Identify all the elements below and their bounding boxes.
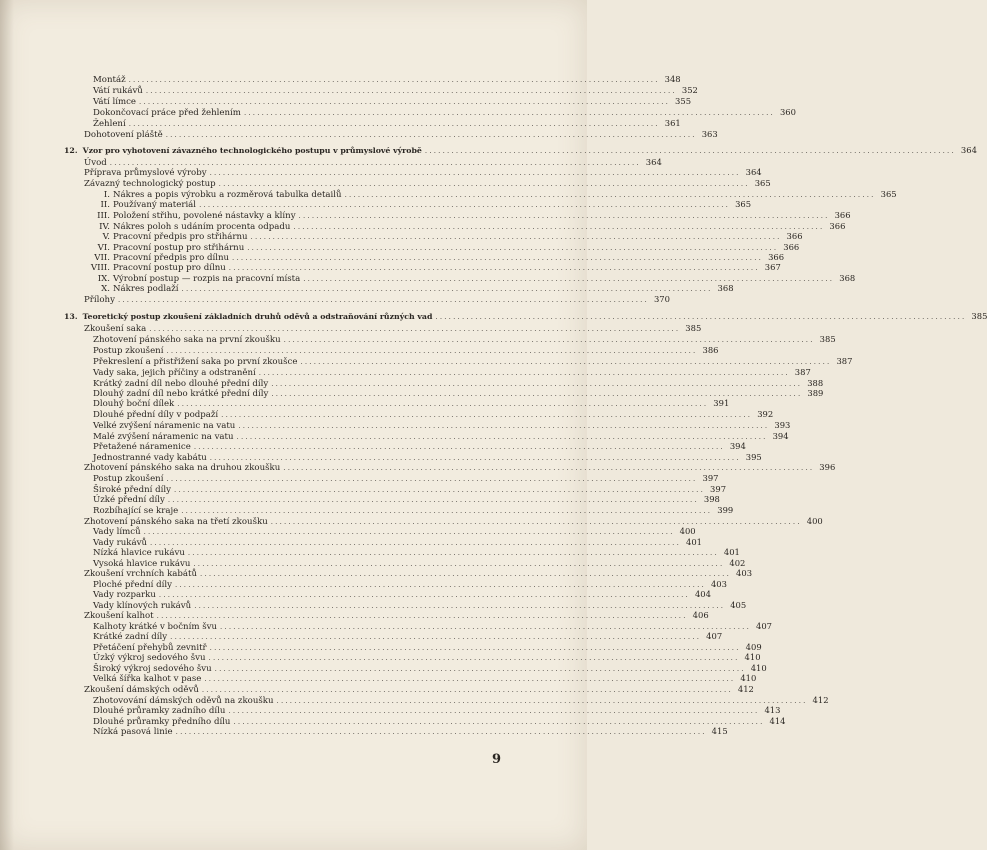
toc-page-number: 402 <box>729 558 746 568</box>
toc-page-number: 392 <box>757 409 774 419</box>
toc-page-number: 366 <box>834 210 851 220</box>
toc-entry-title: Zhotovení pánského saka na první zkoušku <box>93 335 281 345</box>
toc-entry-title: Úzký výkroj sedového švu <box>93 653 206 663</box>
toc-page-number: 414 <box>769 716 786 726</box>
toc-leader-dots: ........................................................................................................................ <box>209 644 741 652</box>
toc-chapter-number: 13. <box>64 312 78 321</box>
toc-leader-dots: ........................................................................................................................ <box>187 549 719 557</box>
toc-entry-label <box>93 727 173 738</box>
toc-leader-dots: ........................................................................................................................ <box>109 159 641 167</box>
toc-leader-dots: ........................................................................................................................ <box>166 347 698 355</box>
toc-entry-row <box>93 96 692 107</box>
toc-leader-dots: ........................................................................................................................ <box>209 454 741 462</box>
toc-page-number: 366 <box>786 231 803 241</box>
toc-page-number: 401 <box>723 547 740 557</box>
toc-page-number: 412 <box>812 695 829 705</box>
toc-page-number: 385 <box>685 323 702 333</box>
toc-entry-row <box>93 367 811 378</box>
toc-entry-row <box>84 568 753 579</box>
toc-entry-title: Překreslení a přistřižení saka po první zkoušce <box>93 357 298 367</box>
toc-leader-dots: ........................................................................................................................ <box>344 191 876 199</box>
toc-leader-dots: ........................................................................................................................ <box>221 411 753 419</box>
toc-entry-row <box>93 726 728 737</box>
toc-entry-title: Nákres poloh s udáním procenta odpadu <box>113 222 291 232</box>
toc-entry-title: Vady límců <box>93 527 141 537</box>
toc-page-number: 370 <box>653 294 670 304</box>
toc-leader-dots: ........................................................................................................................ <box>165 131 697 139</box>
toc-entry-title: Teoretický postup zkoušení základních druhů oděvů a odstraňování různých vad <box>82 312 433 321</box>
toc-entry-title: Pracovní předpis pro střihárnu <box>113 232 248 242</box>
toc-entry-row <box>93 420 791 431</box>
toc-entry-row <box>84 199 752 210</box>
toc-entry-title: Zkoušení kalhot <box>84 611 154 621</box>
toc-page-number: 396 <box>819 462 836 472</box>
toc-entry-title: Dlouhé průramky zadního dílu <box>93 706 226 716</box>
toc-leader-dots: ........................................................................................................................ <box>139 98 671 106</box>
toc-page-number: 403 <box>736 568 753 578</box>
toc-page-number: 410 <box>744 652 761 662</box>
toc-page-number: 410 <box>740 673 757 683</box>
toc-entry-title: Nízká hlavice rukávu <box>93 548 185 558</box>
toc-page-number: 395 <box>745 452 762 462</box>
toc-page-number: 367 <box>764 262 781 272</box>
toc-entry-title: Pracovní postup pro dílnu <box>113 263 226 273</box>
toc-entry-row <box>93 494 720 505</box>
toc-chapter-row <box>64 311 987 322</box>
toc-leader-dots: ........................................................................................................................ <box>283 336 815 344</box>
toc-page-number: 366 <box>768 252 785 262</box>
toc-leader-dots: ........................................................................................................................ <box>293 223 825 231</box>
toc-entry-title: Položení střihu, povolené nástavky a klíny <box>113 211 296 221</box>
toc-entry-title: Přetáčení přehybů zevnitř <box>93 643 207 653</box>
toc-page-number: 400 <box>806 516 823 526</box>
toc-leader-dots: ........................................................................................................................ <box>247 244 779 252</box>
toc-entry-title: Pracovní předpis pro dílnu <box>113 253 230 263</box>
toc-entry-title: Vady saka, jejich příčiny a odstranění <box>93 368 256 378</box>
toc-entry-row <box>93 652 761 663</box>
toc-entry-title: Kalhoty krátké v bočním švu <box>93 622 217 632</box>
toc-entry-row <box>93 409 774 420</box>
toc-leader-dots: ........................................................................................................................ <box>170 633 702 641</box>
toc-page-number: 394 <box>729 441 746 451</box>
toc-entry-title: Velké zvýšení náramenic na vatu <box>93 421 236 431</box>
toc-leader-dots: ........................................................................................................................ <box>193 560 725 568</box>
toc-page-number: 401 <box>686 537 703 547</box>
toc-entry-row <box>84 178 771 189</box>
toc-page-number: 397 <box>710 484 727 494</box>
toc-entry-title: Zkoušení saka <box>84 324 147 334</box>
toc-entry-row <box>93 74 681 85</box>
toc-leader-dots: ........................................................................................................................ <box>228 264 760 272</box>
toc-page-number: 364 <box>960 145 977 155</box>
toc-page-number: 387 <box>794 367 811 377</box>
toc-entry-row <box>93 631 723 642</box>
toc-leader-dots: ........................................................................................................................ <box>128 76 660 84</box>
toc-entry-title: Přílohy <box>84 295 115 305</box>
toc-page-number: 366 <box>783 242 800 252</box>
toc-page-number: 400 <box>679 526 696 536</box>
toc-leader-dots: ........................................................................................................................ <box>271 390 803 398</box>
toc-roman-numeral: II. <box>100 200 110 210</box>
toc-roman-numeral: VII. <box>94 253 110 263</box>
toc-entry-title: Zkoušení dámských oděvů <box>84 685 199 695</box>
toc-leader-dots: ........................................................................................................................ <box>243 109 775 117</box>
toc-roman-numeral: I. <box>103 190 110 200</box>
toc-entry-row <box>84 231 803 242</box>
toc-leader-dots: ........................................................................................................................ <box>194 602 726 610</box>
toc-page-number: 385 <box>819 334 836 344</box>
toc-page-number: 388 <box>807 378 824 388</box>
toc-page-number: 403 <box>710 579 727 589</box>
toc-page-number: 394 <box>772 431 789 441</box>
toc-entry-row <box>93 705 781 716</box>
toc-entry-title: Používaný materiál <box>113 200 197 210</box>
toc-entry-row <box>93 547 740 558</box>
toc-entry-row <box>84 129 718 140</box>
toc-leader-dots: ........................................................................................................................ <box>238 422 770 430</box>
toc-leader-dots: ........................................................................................................................ <box>250 233 782 241</box>
toc-entry-row <box>93 589 711 600</box>
toc-entry-title: Nákres a popis výrobku a rozměrová tabulka detailů <box>113 190 342 200</box>
toc-entry-title: Jednostranné vady kabátu <box>93 453 207 463</box>
toc-page-number: 399 <box>717 505 734 515</box>
toc-page-number: 404 <box>694 589 711 599</box>
toc-entry-title: Pracovní postup pro střihárnu <box>113 243 245 253</box>
toc-entry-title: Vady klínových rukávů <box>93 601 192 611</box>
toc-entry-title: Krátké zadní díly <box>93 632 168 642</box>
toc-entry-row <box>93 356 853 367</box>
toc-entry-title: Postup zkoušení <box>93 346 164 356</box>
toc-leader-dots: ........................................................................................................................ <box>204 675 736 683</box>
toc-entry-title: Vady rukávů <box>93 538 147 548</box>
toc-entry-row <box>84 262 781 273</box>
toc-page-number: 409 <box>745 642 762 652</box>
toc-entry-title: Vysoká hlavice rukávu <box>93 559 191 569</box>
toc-leader-dots: ........................................................................................................................ <box>218 180 750 188</box>
toc-leader-dots: ........................................................................................................................ <box>181 507 713 515</box>
toc-roman-numeral: X. <box>101 284 110 294</box>
toc-leader-dots: ........................................................................................................................ <box>193 443 725 451</box>
toc-entry-row <box>93 673 757 684</box>
toc-roman-numeral: IV. <box>99 222 110 232</box>
toc-entry-row <box>93 473 719 484</box>
toc-leader-dots: ........................................................................................................................ <box>208 654 740 662</box>
toc-page-number: 386 <box>702 345 719 355</box>
toc-entry-title: Dlouhý zadní díl nebo krátké přední díly <box>93 389 269 399</box>
toc-leader-dots: ........................................................................................................................ <box>201 686 733 694</box>
toc-leader-dots: ........................................................................................................................ <box>166 475 698 483</box>
toc-entry-title: Zhotovení pánského saka na druhou zkoušku <box>84 463 281 473</box>
toc-leader-dots: ........................................................................................................................ <box>303 275 835 283</box>
toc-leader-dots: ........................................................................................................................ <box>276 697 808 705</box>
toc-entry-row <box>84 610 709 621</box>
toc-page-number: 406 <box>692 610 709 620</box>
toc-entry-title: Dlouhé průramky předního dílu <box>93 717 231 727</box>
toc-entry-label <box>64 145 422 156</box>
toc-entry-title: Přetažené náramenice <box>93 442 191 452</box>
toc-leader-dots: ........................................................................................................................ <box>158 591 690 599</box>
toc-page-number: 366 <box>829 221 846 231</box>
toc-leader-dots: ........................................................................................................................ <box>209 169 741 177</box>
toc-leader-dots: ........................................................................................................................ <box>145 87 677 95</box>
toc-entry-title: Dlouhé přední díly v podpaží <box>93 410 219 420</box>
toc-leader-dots: ........................................................................................................................ <box>283 464 815 472</box>
toc-entry-label <box>64 311 432 322</box>
toc-page-number: 387 <box>836 356 853 366</box>
toc-page-number: 410 <box>750 663 767 673</box>
toc-page-number: 361 <box>664 118 681 128</box>
toc-entry-title: Závazný technologický postup <box>84 179 216 189</box>
toc-entry-row <box>93 526 696 537</box>
toc-entry-title: Zkoušení vrchních kabátů <box>84 569 198 579</box>
toc-page-number: 412 <box>737 684 754 694</box>
toc-leader-dots: ........................................................................................................................ <box>298 212 830 220</box>
toc-leader-dots: ........................................................................................................................ <box>214 665 746 673</box>
toc-page-number: 389 <box>807 388 824 398</box>
toc-entry-title: Dlouhý boční dílek <box>93 399 175 409</box>
toc-entry-title: Úvod <box>84 158 107 168</box>
toc-page-number: 365 <box>880 189 897 199</box>
toc-entry-row <box>93 85 698 96</box>
toc-page-number: 368 <box>717 283 734 293</box>
toc-page-number: 365 <box>754 178 771 188</box>
toc-entry-row <box>93 345 719 356</box>
toc-entry-title: Ploché přední díly <box>93 580 172 590</box>
toc-roman-numeral: VIII. <box>90 263 110 273</box>
toc-entry-title: Vzor pro vyhotovení závazného technologického postupu v průmyslové výrobě <box>82 146 422 155</box>
toc-entry-row <box>93 505 734 516</box>
toc-leader-dots: ........................................................................................................................ <box>117 296 649 304</box>
toc-entry-title: Malé zvýšení náramenic na vatu <box>93 432 234 442</box>
toc-entry-title: Nákres podlaží <box>113 284 179 294</box>
toc-roman-numeral: VI. <box>97 243 110 253</box>
toc-leader-dots: ........................................................................................................................ <box>236 433 768 441</box>
toc-page-number: 363 <box>701 129 718 139</box>
toc-entry-row <box>93 334 836 345</box>
toc-page-number: 393 <box>774 420 791 430</box>
toc-page-number: 407 <box>706 631 723 641</box>
toc-page-number: 365 <box>735 199 752 209</box>
toc-entry-row <box>93 118 681 129</box>
toc-leader-dots: ........................................................................................................................ <box>233 718 765 726</box>
toc-entry-title: Široké přední díly <box>93 485 172 495</box>
toc-leader-dots: ........................................................................................................................ <box>156 612 688 620</box>
toc-entry-row <box>84 283 734 294</box>
toc-leader-dots: ........................................................................................................................ <box>424 147 956 155</box>
toc-leader-dots: ........................................................................................................................ <box>177 400 709 408</box>
toc-page-number: 348 <box>664 74 681 84</box>
toc-leader-dots: ........................................................................................................................ <box>128 120 660 128</box>
toc-page-number: 397 <box>702 473 719 483</box>
toc-leader-dots: ........................................................................................................................ <box>150 539 682 547</box>
toc-entry-row <box>93 398 730 409</box>
toc-roman-numeral: V. <box>102 232 110 242</box>
toc-leader-dots: ........................................................................................................................ <box>143 528 675 536</box>
toc-entry-row <box>84 323 702 334</box>
toc-entry-label <box>84 130 163 141</box>
toc-page-number: 405 <box>730 600 747 610</box>
toc-leader-dots: ........................................................................................................................ <box>258 369 790 377</box>
toc-page-number: 413 <box>764 705 781 715</box>
toc-entry-title: Široký výkroj sedového švu <box>93 664 212 674</box>
toc-entry-row <box>84 684 754 695</box>
toc-roman-numeral: IX. <box>97 274 110 284</box>
toc-page-number: 364 <box>745 167 762 177</box>
toc-entry-title: Krátký zadní díl nebo dlouhé přední díly <box>93 379 269 389</box>
toc-page-number: 398 <box>703 494 720 504</box>
toc-roman-numeral: III. <box>97 211 110 221</box>
page-number: 9 <box>492 752 502 767</box>
toc-entry-title: Výrobní postup — rozpis na pracovní místa <box>113 274 301 284</box>
toc-leader-dots: ........................................................................................................................ <box>435 313 967 321</box>
toc-chapter-number: 12. <box>64 146 78 155</box>
toc-leader-dots: ........................................................................................................................ <box>174 581 706 589</box>
toc-entry-title: Vady rozparku <box>93 590 156 600</box>
toc-entry-title: Rozbíhající se kraje <box>93 506 179 516</box>
toc-page-number: 368 <box>839 273 856 283</box>
toc-page-number: 385 <box>971 311 987 321</box>
toc-entry-row <box>93 441 746 452</box>
toc-entry-row <box>93 107 796 118</box>
toc-entry-title: Úzké přední díly <box>93 495 165 505</box>
toc-entry-title: Žehlení <box>93 119 126 129</box>
toc-entry-row <box>84 462 836 473</box>
toc-leader-dots: ........................................................................................................................ <box>271 380 803 388</box>
toc-entry-title: Montáž <box>93 75 126 85</box>
toc-leader-dots: ........................................................................................................................ <box>175 728 707 736</box>
toc-entry-row <box>84 210 851 221</box>
toc-page-number: 415 <box>711 726 728 736</box>
toc-page-number: 391 <box>713 398 730 408</box>
toc-leader-dots: ........................................................................................................................ <box>199 201 731 209</box>
toc-leader-dots: ........................................................................................................................ <box>167 496 699 504</box>
toc-entry-label <box>84 295 115 306</box>
toc-leader-dots: ........................................................................................................................ <box>200 570 732 578</box>
toc-entry-title: Zhotovování dámských oděvů na zkoušku <box>93 696 274 706</box>
toc-leader-dots: ........................................................................................................................ <box>174 486 706 494</box>
toc-entry-row <box>84 167 762 178</box>
toc-page-number: 360 <box>779 107 796 117</box>
toc-page-number: 352 <box>681 85 698 95</box>
toc-entry-title: Vátí límce <box>93 97 137 107</box>
toc-entry-row <box>84 294 670 305</box>
toc-leader-dots: ........................................................................................................................ <box>300 358 832 366</box>
toc-leader-dots: ........................................................................................................................ <box>149 325 681 333</box>
toc-entry-title: Velká šířka kalhot v pase <box>93 674 202 684</box>
toc-page-number: 364 <box>645 157 662 167</box>
toc-entry-title: Vátí rukávů <box>93 86 143 96</box>
toc-entry-title: Příprava průmyslové výroby <box>84 168 207 178</box>
toc-leader-dots: ........................................................................................................................ <box>181 285 713 293</box>
toc-entry-title: Zhotovení pánského saka na třetí zkoušku <box>84 517 268 527</box>
toc-leader-dots: ........................................................................................................................ <box>220 623 752 631</box>
toc-leader-dots: ........................................................................................................................ <box>232 254 764 262</box>
toc-page-number: 355 <box>675 96 692 106</box>
toc-leader-dots: ........................................................................................................................ <box>228 707 760 715</box>
toc-entry-title: Dohotovení pláště <box>84 130 163 140</box>
toc-leader-dots: ........................................................................................................................ <box>270 518 802 526</box>
toc-entry-title: Postup zkoušení <box>93 474 164 484</box>
toc-entry-title: Dokončovací práce před žehlením <box>93 108 241 118</box>
toc-page-number: 407 <box>756 621 773 631</box>
toc-chapter-row <box>64 145 977 156</box>
toc-entry-title: Nízká pasová linie <box>93 727 173 737</box>
